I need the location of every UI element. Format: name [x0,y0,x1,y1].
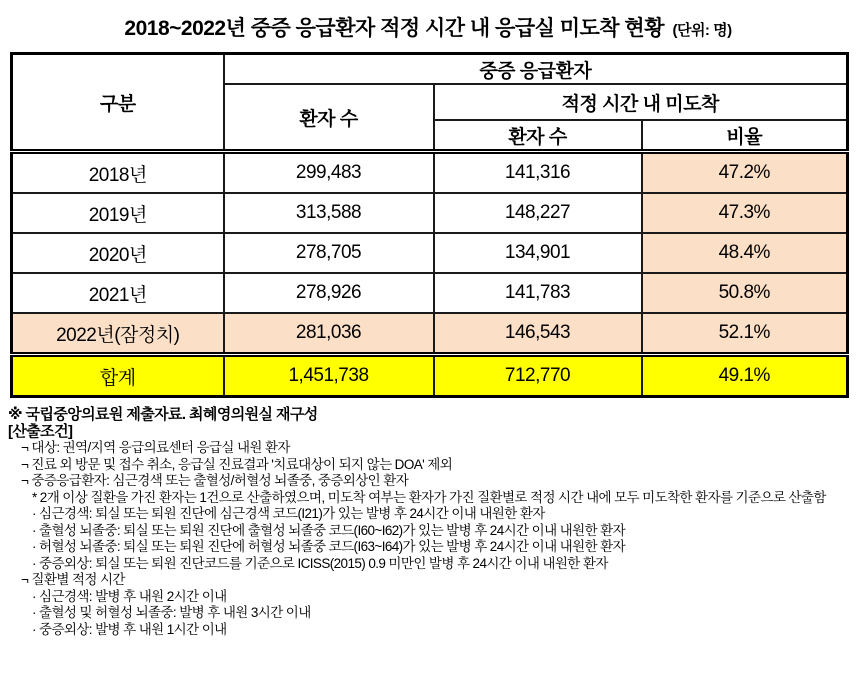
footnote-item: ¬ 대상: 권역/지역 응급의료센터 응급실 내원 환자 [21,440,290,455]
cell-ratio: 49.1% [642,355,848,397]
cell-not-arrived: 712,770 [434,355,642,397]
header-severe-group: 중증 응급환자 [224,54,848,85]
cell-patients: 281,036 [224,313,434,355]
header-patient-count: 환자 수 [224,84,434,152]
table-row-2022-provisional [12,313,848,355]
cell-ratio: 47.2% [642,152,848,194]
footnote-item: · 중증외상: 퇴실 또는 퇴원 진단코드를 기준으로 ICISS(2015) 0.9 미만인 발병 후 24시간 이내 내원한 환자 [32,555,608,571]
cell-patients: 313,588 [224,193,434,233]
statistics-table [10,52,849,398]
cell-ratio: 48.4% [642,233,848,273]
footnote-item: · 출혈성 및 허혈성 뇌졸중: 발병 후 내원 3시간 이내 [32,605,311,620]
cell-not-arrived: 141,783 [434,273,642,313]
footnote-item: ¬ 질환별 적정 시간 [21,572,125,587]
cell-not-arrived: 148,227 [434,193,642,233]
footnote-item: * 2개 이상 질환을 가진 환자는 1건으로 산출하였으며, 미도착 여부는 환자가 가진 질환별로 적정 시간 내에 모두 미도착한 환자를 기준으로 산출함 [32,489,826,505]
table-row-2020 [12,233,848,273]
footnotes [8,406,854,638]
footnote-item: ¬ 진료 외 방문 및 접수 취소, 응급실 진료결과 '치료대상이 되지 않는 DOA' 제외 [21,456,453,472]
header-ratio: 비율 [642,120,848,152]
cell-ratio: 47.3% [642,193,848,233]
cell-ratio: 50.8% [642,273,848,313]
cell-not-arrived: 134,901 [434,233,642,273]
footnote-item: · 출혈성 뇌졸중: 퇴실 또는 퇴원 진단에 출혈성 뇌졸중 코드(I60~I62)가 있는 발병 후 24시간 이내 내원한 환자 [32,522,626,538]
page-title-unit: (단위: 명) [672,22,732,39]
cell-ratio: 52.1% [642,313,848,355]
table-row-2021 [12,273,848,313]
row-label: 2020년 [12,233,224,273]
footnote-item: · 허혈성 뇌졸중: 퇴실 또는 퇴원 진단에 허혈성 뇌졸중 코드(I63~I64)가 있는 발병 후 24시간 이내 내원한 환자 [32,539,626,554]
cell-not-arrived: 146,543 [434,313,642,355]
footnote-item: · 중증외상: 발병 후 내원 1시간 이내 [32,621,227,637]
cell-patients: 278,705 [224,233,434,273]
footnote-item: · 심근경색: 퇴실 또는 퇴원 진단에 심근경색 코드(I21)가 있는 발병 후 24시간 이내 내원한 환자 [32,506,545,521]
row-label: 2018년 [12,152,224,194]
row-label: 2019년 [12,193,224,233]
source-note: ※ 국립중앙의료원 제출자료. 최혜영의원실 재구성 [8,406,318,423]
cell-patients: 1,451,738 [224,355,434,397]
table-row-total [12,355,848,397]
page-title [0,12,856,42]
cell-patients: 278,926 [224,273,434,313]
footnote-item: ¬ 중증응급환자: 심근경색 또는 출혈성/허혈성 뇌졸중, 중증외상인 환자 [21,473,409,488]
header-not-arrived-count: 환자 수 [434,120,642,152]
header-row-1 [12,54,848,85]
table-row-2019 [12,193,848,233]
cell-patients: 299,483 [224,152,434,194]
calculation-conditions-title: [산출조건] [8,423,73,440]
footnote-item: · 심근경색: 발병 후 내원 2시간 이내 [32,588,227,604]
header-not-arrived-group: 적정 시간 내 미도착 [434,84,848,120]
cell-not-arrived: 141,316 [434,152,642,194]
row-label: 합계 [12,355,224,397]
header-category: 구분 [12,54,224,152]
row-label: 2021년 [12,273,224,313]
row-label: 2022년(잠정치) [12,313,224,355]
table-row-2018 [12,152,848,194]
statistics-table-container [10,52,849,398]
page-title-text: 2018~2022년 중증 응급환자 적정 시간 내 응급실 미도착 현황 [124,17,664,40]
